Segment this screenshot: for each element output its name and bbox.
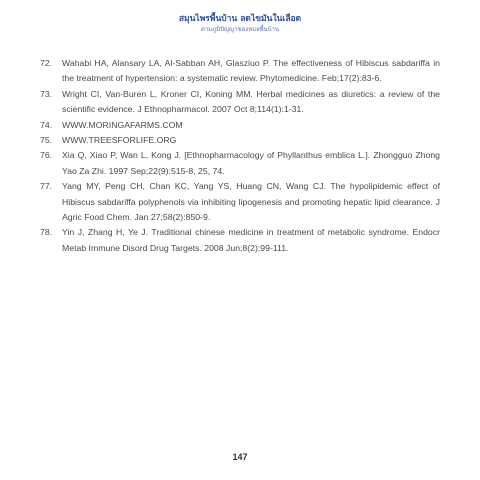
- reference-text: Wright CI, Van-Buren L, Kroner CI, Koning MM. Herbal medicines as diuretics: a review of the scientific evidence. J Ethnopharmacol. 2007 Oct 8;114(1):1-31.: [62, 88, 440, 115]
- reference-text: Yang MY, Peng CH, Chan KC, Yang YS, Huang CN, Wang CJ. The hypolipidemic effect of Hibiscus sabdariffa polyphenols via inhibiting lipogenesis and promoting hepatic lipid clearance. J Agric Food Chem. Jan 27;58(2):850-9.: [62, 181, 440, 223]
- reference-list: [40, 56, 440, 256]
- reference-number: 73.: [40, 88, 53, 99]
- reference-number: 77.: [40, 181, 53, 192]
- reference-number: 72.: [40, 58, 53, 68]
- reference-number: 78.: [40, 227, 53, 238]
- header-title: สมุนไพรพื้นบ้าน ลดไขมันในเลือด: [178, 14, 302, 24]
- reference-number: 75.: [40, 135, 53, 146]
- reference-number: 74.: [40, 119, 53, 130]
- page-number: 147: [232, 452, 248, 462]
- reference-link[interactable]: WWW.TREESFORLIFE.ORG: [62, 135, 177, 146]
- reference-item: [40, 148, 440, 179]
- reference-number: 76.: [40, 150, 53, 161]
- reference-text: Yin J, Zhang H, Ye J. Traditional chinese medicine in treatment of metabolic syndrome. Endocr Metab Immune Disord Drug Targets. 2008 Jun;8(2):99-111.: [62, 227, 440, 253]
- header-subtitle: ตามภูมิปัญญาของหมอพื้นบ้าน: [200, 26, 280, 33]
- page-header: [0, 14, 480, 34]
- reference-text: Xia Q, Xiao P, Wan L, Kong J. [Ethnopharmacology of Phyllanthus emblica L.]. Zhongguo Zhong Yao Za Zhi. 1997 Sep;22(9):515-8, 25, 74.: [62, 150, 440, 176]
- reference-item: [40, 179, 440, 225]
- reference-item: [40, 225, 440, 256]
- reference-text: Wahabi HA, Alansary LA, Al-Sabban AH, Glasziuo P. The effectiveness of Hibiscus sabdariffa in the treatment of hypertension: a systematic review. Phytomedicine. Feb;17(2):83-6.: [62, 58, 440, 84]
- reference-item: [40, 87, 440, 118]
- reference-item: [40, 56, 440, 87]
- reference-item: [40, 133, 440, 148]
- reference-item: [40, 118, 440, 133]
- reference-link[interactable]: WWW.MORINGAFARMS.COM: [62, 119, 183, 130]
